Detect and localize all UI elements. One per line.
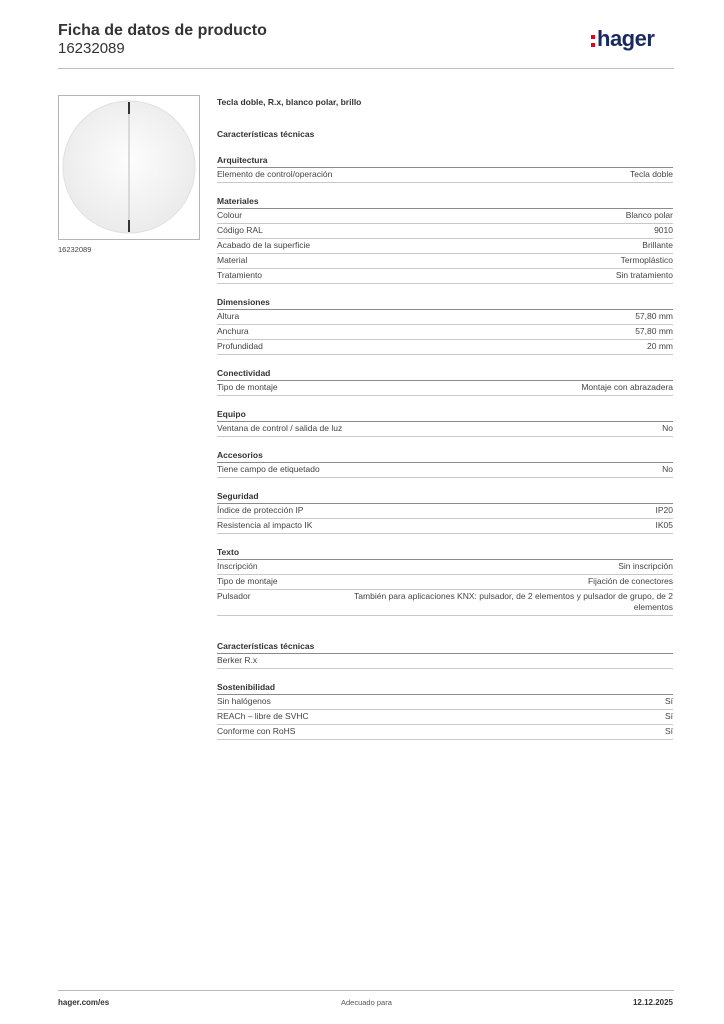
spec-label: Acabado de la superficie (217, 240, 311, 250)
spec-value: Sin inscripción (618, 561, 673, 571)
section-gap (217, 628, 673, 640)
spec-label: Profundidad (217, 341, 263, 351)
spec-label: Conforme con RoHS (217, 726, 296, 736)
spec-label: Sin halógenos (217, 696, 271, 706)
hager-logo (591, 27, 673, 57)
spec-row (217, 381, 673, 396)
section-title: Equipo (217, 408, 673, 422)
spec-row (217, 590, 673, 616)
spec-label: REACh – libre de SVHC (217, 711, 309, 721)
spec-value: Brillante (642, 240, 673, 250)
spec-value: 57,80 mm (635, 326, 673, 336)
spec-label: Tipo de montaje (217, 576, 278, 586)
spec-label: Tratamiento (217, 270, 263, 280)
spec-label: Altura (217, 311, 240, 321)
spec-label: Pulsador (217, 591, 251, 601)
product-code: 16232089 (58, 40, 125, 57)
spec-row (217, 310, 673, 325)
spec-value: IP20 (655, 505, 673, 515)
section-title: Materiales (217, 195, 673, 209)
section-equipo (217, 408, 673, 437)
section-accesorios (217, 449, 673, 478)
section-seguridad (217, 490, 673, 534)
spec-value: No (662, 423, 673, 433)
spec-value: Termoplástico (620, 255, 673, 265)
spec-row (217, 325, 673, 340)
footer-website-link[interactable]: hager.com/es (58, 998, 110, 1007)
spec-label: Colour (217, 210, 243, 220)
section-materiales (217, 195, 673, 284)
section-title: Arquitectura (217, 154, 673, 168)
spec-value: Fijación de conectores (587, 576, 673, 586)
footer-date: 12.12.2025 (632, 998, 673, 1007)
spec-row (217, 168, 673, 183)
image-caption: 16232089 (58, 245, 92, 254)
spec-row (217, 560, 673, 575)
section-sostenibilidad (217, 681, 673, 740)
section-arquitectura (217, 154, 673, 183)
spec-label: Elemento de control/operación (217, 169, 333, 179)
spec-value: No (662, 464, 673, 474)
spec-label: Ventana de control / salida de luz (217, 423, 343, 433)
spec-row (217, 695, 673, 710)
spec-row (217, 654, 673, 669)
spec-label: Resistencia al impacto IK (217, 520, 313, 530)
spec-value: 9010 (654, 225, 673, 235)
product-image (58, 95, 200, 240)
section-dimensiones (217, 296, 673, 355)
technical-heading: Características técnicas (217, 129, 315, 139)
section-title: Dimensiones (217, 296, 673, 310)
spec-label: Anchura (217, 326, 249, 336)
spec-value: Sí (664, 711, 673, 721)
section-title: Texto (217, 546, 673, 560)
section-caracteristicas (217, 640, 673, 669)
spec-label: Material (217, 255, 248, 265)
section-title: Accesorios (217, 449, 673, 463)
page-title: Ficha de datos de producto (58, 22, 267, 39)
spec-value: IK05 (655, 520, 673, 530)
spec-value: Tecla doble (629, 169, 673, 179)
spec-value: Sin tratamiento (615, 270, 673, 280)
spec-row (217, 504, 673, 519)
product-name: Tecla doble, R.x, blanco polar, brillo (217, 97, 362, 107)
spec-content (217, 96, 673, 752)
spec-row (217, 209, 673, 224)
footer-divider (58, 990, 674, 991)
spec-row (217, 725, 673, 740)
spec-row (217, 239, 673, 254)
logo-wordmark: hager (597, 26, 655, 51)
spec-value: 20 mm (647, 341, 673, 351)
spec-label: Berker R.x (217, 655, 258, 665)
logo-dot-icon (591, 43, 595, 47)
section-title: Conectividad (217, 367, 673, 381)
footer-suitable-for: Adecuado para (341, 998, 392, 1007)
spec-value: Sí (664, 696, 673, 706)
spec-value: 57,80 mm (635, 311, 673, 321)
spec-label: Tiene campo de etiquetado (217, 464, 320, 474)
section-title: Características técnicas (217, 640, 673, 654)
spec-row (217, 519, 673, 534)
spec-label: Tipo de montaje (217, 382, 278, 392)
spec-label: Código RAL (217, 225, 263, 235)
section-conectividad (217, 367, 673, 396)
spec-label: Inscripción (217, 561, 258, 571)
spec-row (217, 254, 673, 269)
double-rocker-switch-icon (59, 96, 199, 239)
spec-row (217, 463, 673, 478)
logo-dot-icon (591, 35, 595, 39)
spec-value: Blanco polar (625, 210, 673, 220)
spec-row (217, 224, 673, 239)
section-texto (217, 546, 673, 616)
spec-value: Montaje con abrazadera (581, 382, 673, 392)
spec-row (217, 340, 673, 355)
spec-value: También para aplicaciones KNX: pulsador, de 2 elementos y pulsador de grupo, de 2 elementos (354, 591, 673, 612)
section-title: Seguridad (217, 490, 673, 504)
section-title: Sostenibilidad (217, 681, 673, 695)
spec-label: Índice de protección IP (217, 505, 304, 515)
spec-row (217, 710, 673, 725)
spec-row (217, 422, 673, 437)
spec-value: Sí (664, 726, 673, 736)
header-divider (58, 68, 674, 69)
spec-row (217, 575, 673, 590)
spec-row (217, 269, 673, 284)
